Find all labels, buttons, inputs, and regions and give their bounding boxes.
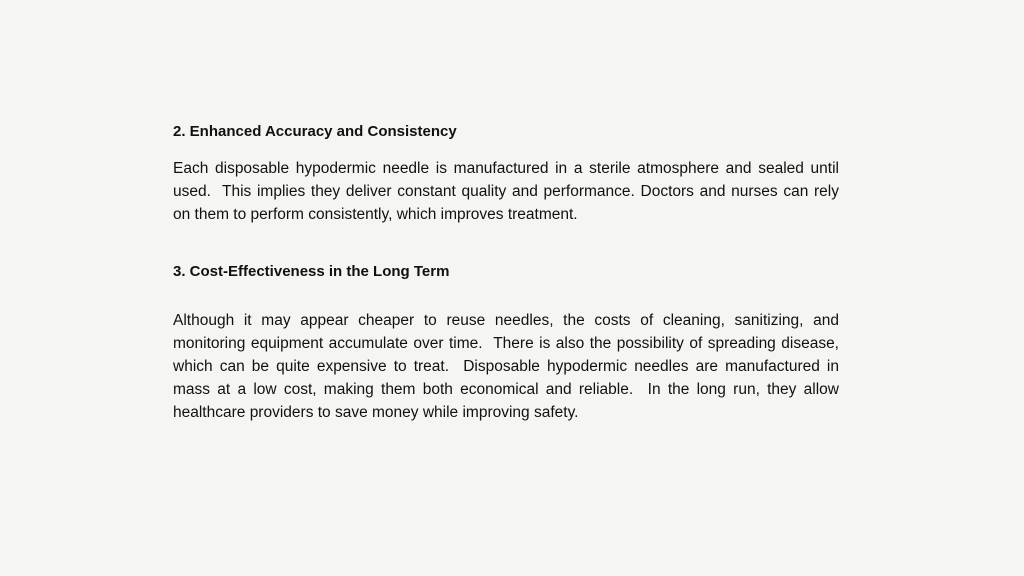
slide-content <box>173 122 844 425</box>
section-heading-accuracy: 2. Enhanced Accuracy and Consistency <box>173 123 457 140</box>
section-body-cost: Although it may appear cheaper to reuse needles, the costs of cleaning, sanitizing, and monitoring equipment accumulate over time. There is also the possibility of spreading disease, which can be quite expensive to treat. Disposable hypodermic needles are manufactured in mass at a low cost, making them both economical and reliable. In the long run, they allow healthcare providers to save money while improving safety. <box>173 311 844 422</box>
section-heading-cost: 3. Cost-Effectiveness in the Long Term <box>173 262 450 280</box>
section-body-accuracy: Each disposable hypodermic needle is manufactured in a sterile atmosphere and sealed until used. This implies they deliver constant quality and performance. Doctors and nurses can rely on them to perform consistently, which improves treatment. <box>173 160 844 224</box>
